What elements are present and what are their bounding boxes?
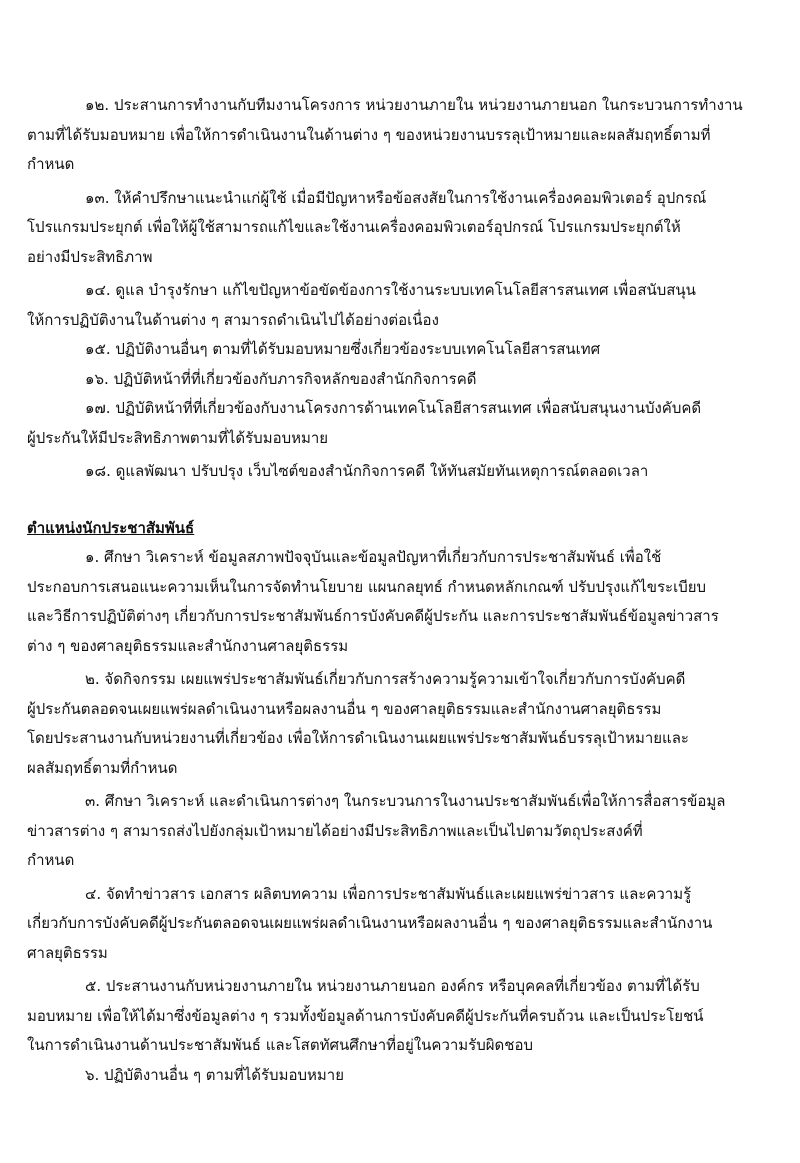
text-line: ๒. จัดกิจกรรม เผยแพร่ประชาสัมพันธ์เกี่ยวกับการสร้างความรู้ความเข้าใจเกี่ยวกับการบังคับคดี [85,670,686,688]
text-line: ข่าวสารต่าง ๆ สามารถส่งไปยังกลุ่มเป้าหมายได้อย่างมีประสิทธิภาพและเป็นไปตามวัตถุประสงค์ที่ [27,821,643,840]
text-line: ๑. ศึกษา วิเคราะห์ ข้อมูลสภาพปัจจุบันและข้อมูลปัญหาที่เกี่ยวกับการประชาสัมพันธ์ เพื่อใช้ [85,548,662,566]
paragraph-item-16 [27,365,786,395]
text-line: ในการดำเนินงานด้านประชาสัมพันธ์ และโสตทัศนศึกษาที่อยู่ในความรับผิดชอบ [27,1036,534,1054]
text-line: กำหนด [27,851,75,869]
text-line: ตามที่ได้รับมอบหมาย เพื่อให้การดำเนินงานในด้านต่าง ๆ ของหน่วยงานบรรลุเป้าหมายและผลสัมฤทธิ์ตามที่ [27,125,711,144]
text-line: อย่างมีประสิทธิภาพ [27,247,153,266]
text-line: ๔. จัดทำข่าวสาร เอกสาร ผลิตบทความ เพื่อการประชาสัมพันธ์และเผยแพร่ข่าวสาร และความรู้ [85,884,692,903]
paragraph-item-15 [27,335,786,365]
paragraph-item-2 [27,665,786,783]
paragraph-item-6 [27,1061,786,1091]
paragraph-item-14 [27,276,786,335]
text-line: ๖. ปฏิบัติงานอื่น ๆ ตามที่ได้รับมอบหมาย [85,1065,344,1084]
text-line: โปรแกรมประยุกต์ เพื่อให้ผู้ใช้สามารถแก้ไขและใช้งานเครื่องคอมพิวเตอร์อุปกรณ์ โปรแกรมประยุกต์ให้ [27,218,681,236]
text-line: ๑๓. ให้คำปรึกษาแนะนำแก่ผู้ใช้ เมื่อมีปัญหาหรือข้อสงสัยในการใช้งานเครื่องคอมพิวเตอร์ อุปกรณ์ [85,188,707,207]
text-line: ๓. ศึกษา วิเคราะห์ และดำเนินการต่างๆ ในกระบวนการในงานประชาสัมพันธ์เพื่อให้การสื่อสารข้อมูล [85,792,726,810]
text-line: ๑๘. ดูแลพัฒนา ปรับปรุง เว็บไซต์ของสำนักกิจการคดี ให้ทันสมัยทันเหตุการณ์ตลอดเวลา [85,462,649,480]
paragraph-item-12 [27,91,786,180]
text-line: มอบหมาย เพื่อให้ได้มาซึ่งข้อมูลต่าง ๆ รวมทั้งข้อมูลด้านการบังคับคดีผู้ประกันที่ครบถ้วน และเป็นประโยชน์ [27,1006,704,1025]
text-line: ๑๕. ปฏิบัติงานอื่นๆ ตามที่ได้รับมอบหมายซึ่งเกี่ยวข้องระบบเทคโนโลยีสารสนเทศ [85,340,601,358]
text-line: ประกอบการเสนอแนะความเห็นในการจัดทำนโยบาย แผนกลยุทธ์ กำหนดหลักเกณฑ์ ปรับปรุงแก้ไขระเบียบ [27,577,707,596]
text-line: ๑๔. ดูแล บำรุงรักษา แก้ไขปัญหาข้อขัดข้องการใช้งานระบบเทคโนโลยีสารสนเทศ เพื่อสนับสนุน [85,281,696,299]
paragraph-item-17 [27,394,786,453]
text-line: กำหนด [27,155,75,173]
text-line: เกี่ยวกับการบังคับคดีผู้ประกันตลอดจนเผยแพร่ผลดำเนินงานหรือผลงานอื่น ๆ ของศาลยุติธรรมและสำนักงาน [27,914,713,932]
paragraph-item-1 [27,543,786,661]
text-line: ให้การปฏิบัติงานในด้านต่าง ๆ สามารถดำเนินไปได้อย่างต่อเนื่อง [27,310,439,329]
paragraph-item-18 [27,457,786,487]
text-line: และวิธีการปฏิบัติต่างๆ เกี่ยวกับการประชาสัมพันธ์การบังคับคดีผู้ประกัน และการประชาสัมพันธ์ข้อมูลข่าวสาร [27,607,719,625]
text-line: ๑๖. ปฏิบัติหน้าที่ที่เกี่ยวข้องกับภารกิจหลักของสำนักกิจการคดี [85,369,477,388]
section-it-duties [27,91,786,487]
text-line: ศาลยุติธรรม [27,943,108,962]
paragraph-item-4 [27,880,786,969]
text-line: ผู้ประกันตลอดจนเผยแพร่ผลดำเนินงานหรือผลงานอื่น ๆ ของศาลยุติธรรมและสำนักงานศาลยุติธรรม [27,699,662,718]
text-line: ๑๒. ประสานการทำงานกับทีมงานโครงการ หน่วยงานภายใน หน่วยงานภายนอก ในกระบวนการทำงาน [85,96,743,114]
text-line: ผู้ประกันให้มีประสิทธิภาพตามที่ได้รับมอบหมาย [27,428,329,447]
paragraph-item-13 [27,184,786,273]
paragraph-item-5 [27,972,786,1061]
section-pr-officer [27,514,786,1091]
text-line: ๕. ประสานงานกับหน่วยงานภายใน หน่วยงานภายนอก องค์กร หรือบุคคลที่เกี่ยวข้อง ตามที่ได้รับ [85,977,700,995]
text-line: ต่าง ๆ ของศาลยุติธรรมและสำนักงานศาลยุติธรรม [27,636,349,655]
text-line: ๑๗. ปฏิบัติหน้าที่ที่เกี่ยวข้องกับงานโครงการด้านเทคโนโลยีสารสนเทศ เพื่อสนับสนุนงานบังคับคดี [85,399,702,417]
text-line: โดยประสานงานกับหน่วยงานที่เกี่ยวข้อง เพื่อให้การดำเนินงานเผยแพร่ประชาสัมพันธ์บรรลุเป้าหมายและ [27,729,689,747]
section-heading: ตำแหน่งนักประชาสัมพันธ์ [27,518,195,537]
paragraph-item-3 [27,787,786,876]
text-line: ผลสัมฤทธิ์ตามที่กำหนด [27,758,178,777]
